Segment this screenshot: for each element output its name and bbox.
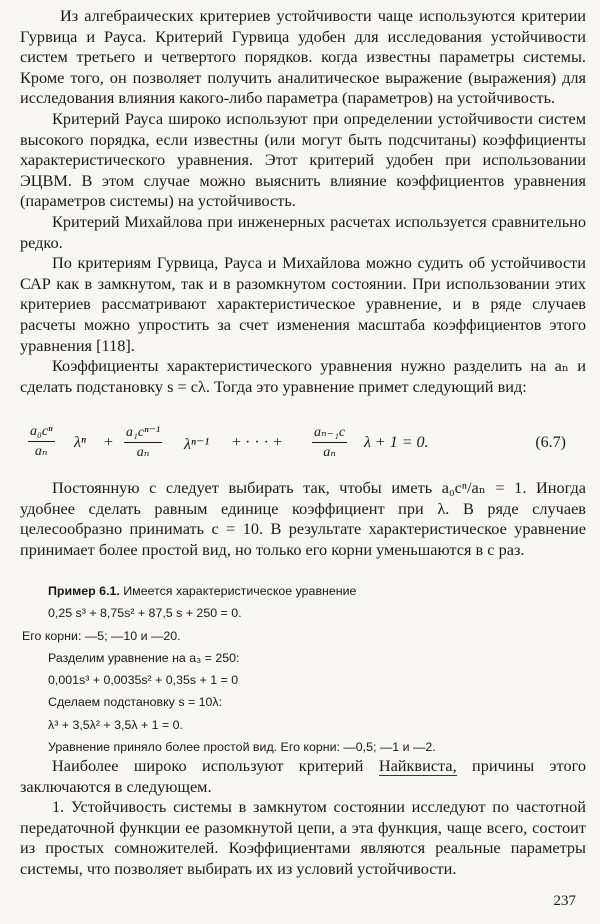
fraction-3-denominator: aₙ — [323, 445, 336, 460]
equation-number: (6.7) — [535, 434, 566, 451]
example-label: Пример 6.1. — [48, 584, 120, 598]
paragraph-mikhailov: Критерий Михайлова при инженерных расчетах используется сравнительно редко. — [20, 211, 586, 252]
power-term-2: λⁿ⁻¹ — [184, 436, 210, 453]
page-number: 237 — [553, 893, 576, 909]
fraction-1-denominator: aₙ — [34, 444, 48, 459]
equation-6-7 — [20, 420, 586, 470]
example-6-1 — [22, 580, 582, 758]
power-term-1: λⁿ — [74, 434, 86, 451]
paragraph-algebraic-criteria: Из алгебраических критериев устойчивости чаще используются критерии Гурвица и Рауса. Критерий Гурвица удобен для исследования устойчивости систем третьего и четвертого порядков. когда известны параметры системы. Кроме того, он позволяет получить аналитическое выражение (выражения) для исследования влияния какого-либо параметра (параметров) на устойчивость. — [20, 6, 586, 108]
paragraph-constant-c: Постоянную c следует выбирать так, чтобы иметь a₀cⁿ/aₙ = 1. Иногда удобнее сделать равным единице коэффициент при λ. В ряде случаев целесообразно принимать c = 10. В результате характеристическое уравнение принимает более простой вид, но только его корни уменьшаются в c раз. — [20, 478, 586, 559]
example-equation-3: λ³ + 3,5λ² + 3,5λ + 1 = 0. — [48, 717, 183, 732]
nyquist-reason: причины этого заключаются в следующем. — [20, 756, 586, 796]
example-substitution: Сделаем подстановку s = 10λ: — [48, 695, 223, 710]
paragraph-nyquist — [20, 756, 586, 797]
example-divide: Разделим уравнение на a₃ = 250: — [48, 650, 240, 665]
example-equation-2: 0,001s³ + 0,0035s² + 0,35s + 1 = 0 — [48, 673, 239, 688]
ellipsis-plus: + · · · + — [232, 434, 283, 451]
example-roots-2: Уравнение приняло более простой вид. Его корни: —0,5; —1 и —2. — [48, 740, 436, 755]
fraction-3-numerator: aₙ₋₁c — [312, 424, 347, 443]
example-equation-1: 0,25 s³ + 8,75s² + 87,5 s + 250 = 0. — [48, 606, 242, 621]
fraction-2-denominator: aₙ — [136, 445, 150, 460]
example-roots-1: Его корни: —5; —10 и —20. — [22, 628, 181, 643]
plus-sign-1: + — [104, 434, 114, 451]
paragraph-closed-open: По критериям Гурвица, Рауса и Михайлова можно судить об устойчивости САР как в замкнутом, так и в разомкнутом состоянии. При использовании этих критериев рассматривают характеристическое уравнение, и в ряде случаев расчеты можно упростить за счет изменения масштаба коэффициентов этого уравнения [118]. — [20, 253, 586, 355]
fraction-2-numerator: a₁cⁿ⁻¹ — [124, 424, 162, 443]
fraction-1 — [28, 424, 55, 460]
paragraph-stability-point-1: 1. Устойчивость системы в замкнутом состоянии исследуют по частотной передаточной функции ее разомкнутой цепи, а эта функция, чаще всего, состоит из простых сомножителей. Коэффициентами являются реальные параметры системы, что позволяет выбирать их из условий устойчивости. — [20, 797, 586, 878]
fraction-2 — [124, 424, 162, 461]
fraction-3 — [312, 424, 347, 461]
main-text — [20, 6, 586, 397]
nyquist-underlined: Найквиста, — [378, 756, 457, 775]
after-formula-text — [20, 478, 586, 560]
example-title — [22, 580, 582, 602]
paragraph-coefficients: Коэффициенты характеристического уравнения нужно разделить на aₙ и сделать подстановку s = cλ. Тогда это уравнение примет следующий вид: — [20, 356, 586, 396]
power-term-3: λ + 1 = 0. — [364, 434, 429, 451]
nyquist-intro: Наиболее широко используют критерий — [52, 756, 379, 775]
fraction-1-numerator: a₀cⁿ — [28, 424, 55, 442]
nyquist-text — [20, 756, 586, 880]
example-title-text: Имеется характеристическое уравнение — [123, 584, 357, 598]
paragraph-routh: Критерий Рауса широко используют при определении устойчивости систем высокого порядка, если известны (или могут быть подсчитаны) коэффициенты характеристического уравнения. Этот критерий удобен при использовании ЭЦВМ. В этом случае можно выяснить влияние коэффициентов уравнения (параметров системы) на устойчивость. — [20, 108, 586, 211]
